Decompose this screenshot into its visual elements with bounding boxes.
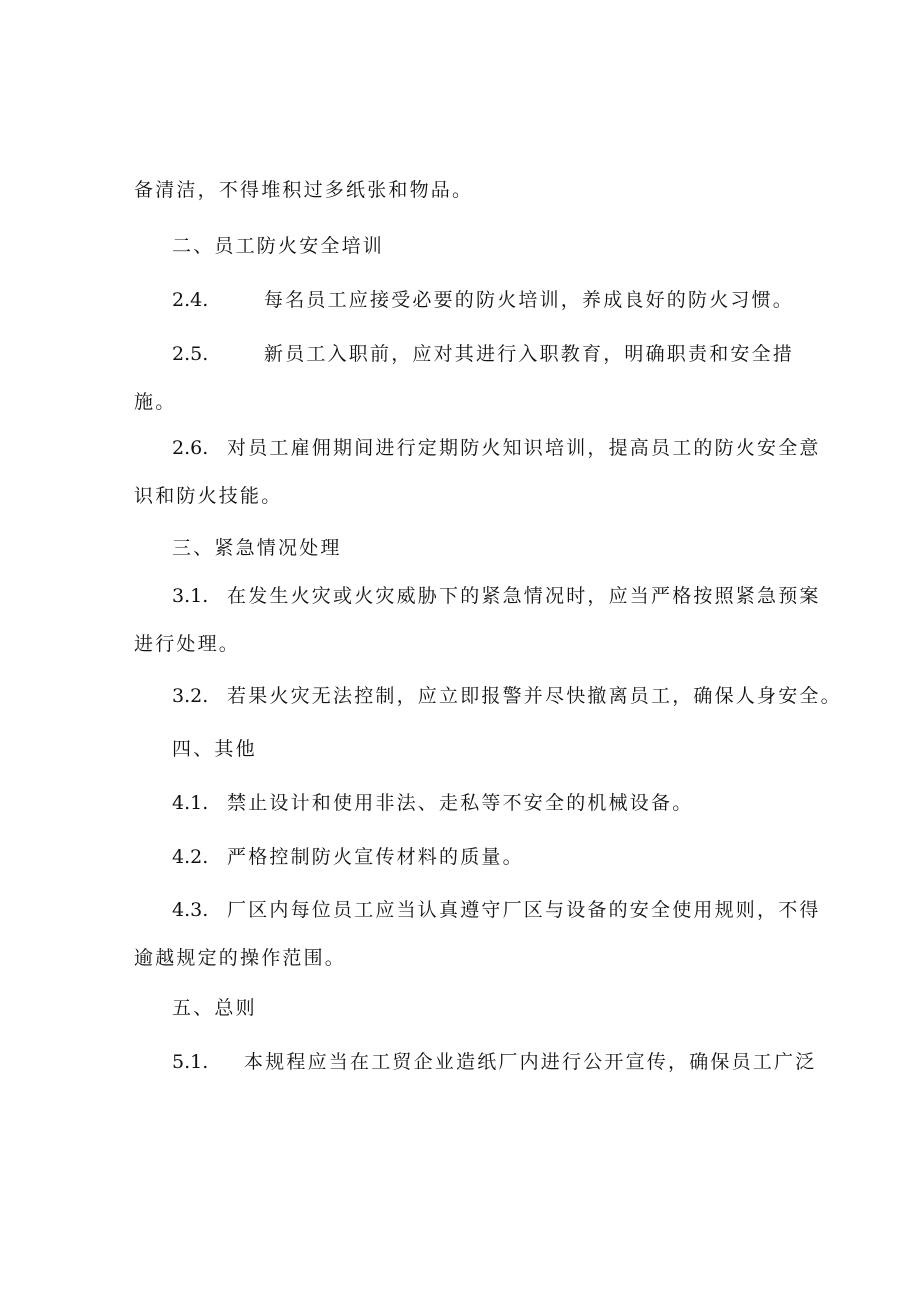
clause-number: 4.2. xyxy=(172,846,209,868)
clause-number: 2.6. xyxy=(172,437,209,459)
clause-4-3 xyxy=(0,899,920,969)
clause-continuation: 识和防火技能。 xyxy=(134,485,283,507)
clause-text: 新员工入职前，应对其进行入职教育，明确职责和安全措 xyxy=(264,343,795,365)
clause-number: 2.5. xyxy=(172,343,209,365)
clause-text: 若果火灾无法控制，应立即报警并尽快撤离员工，确保人身安全。 xyxy=(227,685,842,707)
clause-3-1 xyxy=(0,585,920,655)
section-heading-3 xyxy=(0,537,920,559)
clause-number: 3.1. xyxy=(172,585,209,607)
clause-4-2 xyxy=(0,846,920,868)
clause-2-5 xyxy=(0,343,920,413)
clause-2-4 xyxy=(0,289,920,311)
clause-number: 3.2. xyxy=(172,685,209,707)
clause-continuation: 进行处理。 xyxy=(134,633,241,655)
section-heading-5 xyxy=(0,997,920,1019)
clause-text: 对员工雇佣期间进行定期防火知识培训，提高员工的防火安全意 xyxy=(227,437,821,459)
section-heading-2 xyxy=(0,235,920,257)
clause-continuation: 施。 xyxy=(134,391,177,413)
clause-text: 厂区内每位员工应当认真遵守厂区与设备的安全使用规则，不得 xyxy=(227,899,821,921)
clause-number: 2.4. xyxy=(172,289,209,311)
clause-3-2 xyxy=(0,685,920,707)
heading-text: 五、总则 xyxy=(172,997,257,1019)
heading-text: 三、紧急情况处理 xyxy=(172,537,342,559)
clause-text: 在发生火灾或火灾威胁下的紧急情况时，应当严格按照紧急预案 xyxy=(227,585,821,607)
heading-text: 二、员工防火安全培训 xyxy=(172,235,385,257)
clause-text: 禁止设计和使用非法、走私等不安全的机械设备。 xyxy=(227,792,694,814)
section-heading-4 xyxy=(0,738,920,760)
paragraph-continuation xyxy=(0,179,920,201)
clause-4-1 xyxy=(0,792,920,814)
clause-text: 每名员工应接受必要的防火培训，养成良好的防火习惯。 xyxy=(264,289,795,311)
clause-5-1 xyxy=(0,1051,920,1073)
heading-text: 四、其他 xyxy=(172,738,257,760)
clause-number: 4.3. xyxy=(172,899,209,921)
clause-number: 5.1. xyxy=(172,1051,209,1073)
clause-text: 严格控制防火宣传材料的质量。 xyxy=(227,846,524,868)
clause-2-6 xyxy=(0,437,920,507)
clause-continuation: 逾越规定的操作范围。 xyxy=(134,947,347,969)
clause-text: 本规程应当在工贸企业造纸厂内进行公开宣传，确保员工广泛 xyxy=(244,1051,817,1073)
paragraph-text: 备清洁，不得堆积过多纸张和物品。 xyxy=(134,179,474,201)
clause-number: 4.1. xyxy=(172,792,209,814)
